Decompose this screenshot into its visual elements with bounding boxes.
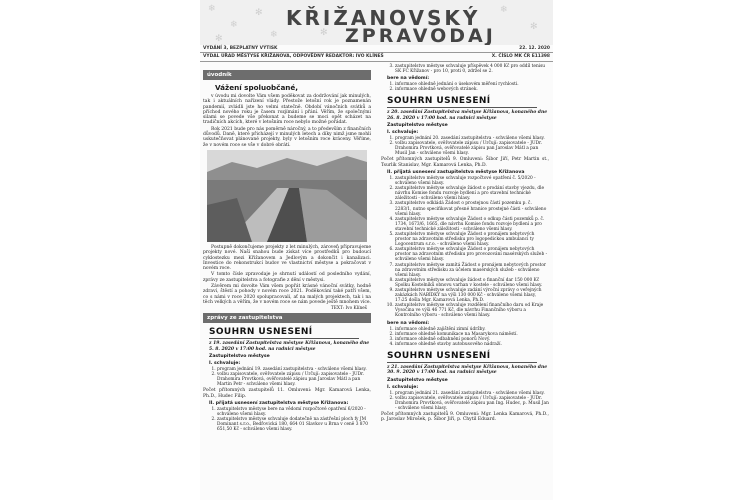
takes-note-label: bere na vědomí: [387, 76, 430, 82]
approves-label: I. schvaluje: [387, 384, 419, 390]
resolution-list-continued [395, 64, 549, 74]
list-item: 8. zastupitelstvo městyse schvaluje žádost o finanční dar 150 000 Kč Spolku Kostelníků obnovu varhan v kostele - schváleno všemi hlasy. [395, 278, 549, 288]
editorial-heading: Vážení spoluobčané, [215, 83, 299, 92]
right-column [381, 64, 549, 424]
takes-note-list [395, 327, 549, 347]
approves-label: I. schvaluje: [209, 360, 241, 366]
divider [200, 52, 553, 53]
meeting-subtitle: z 20. zasedání Zastupitelstva městyse Křižanova, konaného dne 26. 8. 2020 v 17:00 hod. na radnici městyse [387, 110, 548, 121]
editorial-paragraph: Rok 2021 bude pro nás poměrně náročný, a to především z finančních důvodů. Daně, které přicházejí v minulých letech a díky nimž jsme mohli uskutečňovat plánované projekty, byly v letošním roce kráceny. Věříme, že v novém roce se vše v dobré obrátí. [203, 126, 371, 148]
snowflake-icon: ✻ [320, 28, 328, 38]
snowflake-icon: ✻ [215, 34, 223, 44]
resolutions-label: II. přijatá usnesení zastupitelstva městyse Křižanova [387, 169, 525, 175]
list-item: 2. zastupitelstvo městyse schvaluje dodatečně na zástřešní ploch fy JM Dominant s.r.o., Bedřovická 180, 664 01 Slavkov u Brna v ceně 3 870 651,50 Kč - schváleno všemi hlasy. [217, 417, 371, 432]
snowflake-icon: ✻ [530, 22, 538, 32]
approves-label: I. schvaluje: [387, 129, 419, 135]
divider [200, 61, 553, 62]
list-item: 1. zastupitelstvo městyse bere na vědomí rozpočtové opatření 6/2020 - schváleno všemi hlasy. [217, 407, 371, 417]
attendance-note: Počet přítomných zastupitelů 9. Omluveni: Mgr. Lenka Kamarová, Ph.D., p. Jaroslav Mirošek, p. Šibor Jiří, p. Chytil Eduard. [381, 411, 549, 423]
council-label: Zastupitelstvo městyse [209, 353, 270, 359]
approval-list [395, 391, 549, 411]
council-label: Zastupitelstvo městyse [387, 122, 448, 128]
list-item: 7. zastupitelstvo městyse zamítá Žádost o pronájem nebytových prostor na zdravotním středisku za účelem masérských služeb - schváleno všemi hlasy. [395, 263, 549, 278]
list-item: 1. program jednání 19. zasedání zastupitelstva - schváleno všemi hlasy. [217, 367, 371, 372]
masthead [200, 0, 553, 45]
resolutions-label: II. přijatá usnesení zastupitelstva městyse Křižanova: [209, 400, 349, 406]
masthead-title-line1: KŘIŽANOVSKÝ [286, 6, 481, 30]
approval-list [395, 136, 549, 156]
newsletter-page [200, 0, 553, 500]
author-signature: TEXT: Ivo Klíneš [330, 306, 367, 312]
list-item: 1. informace ohledně zajištění zimní údržby. [395, 327, 549, 332]
editorial-paragraph: Závěrem mi dovolte Vám všem popřát krásné vánoční svátky, hodně zdraví, štěstí a pohody v novém roce 2021. Poděkování také patří všem, co s námi v roce 2020 spolupracovali, ať na malých projektech, tak i na těch velkých a věřím, že v novém roce se nám povede ještě mnohem více. [203, 284, 371, 305]
list-item: 3. zastupitelstvo městyse schvaluje příspěvek 4 000 Kč pro oddíl tenisu SK FC Křižanov - pro 10, proti 0, zdržel se 2. [395, 64, 549, 74]
heading-underline [387, 362, 537, 363]
list-item: 4. zastupitelstvo městyse schvaluje Žádost o odkup části pozemků p. č. 1734, 1673/6, 1665, dle návrhu Komise fondu rozvoje bydlení a pro stavební technické záležitosti - schváleno všemi hlasy. [395, 217, 549, 232]
takes-note-label: bere na vědomí: [387, 320, 430, 326]
meeting-subtitle: z 19. zasedání Zastupitelstva městyse Křižanova, konaného dne 5. 8. 2020 v 17:00 hod. na radnici městyse [209, 341, 370, 352]
list-item: 1. program jednání 21. zasedání zastupitelstva - schváleno všemi hlasy. [395, 391, 549, 396]
resolution-heading: SOUHRN USNESENÍ [387, 350, 491, 361]
heading-underline [209, 338, 359, 339]
snowflake-icon: ❄ [270, 30, 278, 40]
editorial-paragraph: Postupně dokončujeme projekty z let minulých, zároveň připravujeme projekty nové. Naší snahou bude získat více prostředků pro budoucí cyklostezku mezi Křižanovem a Jedlovým a dokončit i kanalizaci. Investice do rekonstrukcí budov ve vlastnictví městyse a pokračovat v novém roce. [203, 244, 371, 272]
list-item: 6. zastupitelstvo městyse schvaluje Žádost o pronájem nebytových prostor na zdravotním středisku pro provozování masérských služeb - schváleno všemi hlasy. [395, 247, 549, 262]
list-item: 2. informace ohledně webových stránek. [395, 87, 549, 92]
list-item: 10. zastupitelstvo městyse schvaluje rozdělení finančního daru od Kraje Vysočina ve výši 46 771 Kč, dle návrhu Finančního výboru a Kontrolního výboru - schváleno všemi hlasy. [395, 303, 549, 318]
list-item: 2. zastupitelstvo městyse schvaluje žádost o prodání stavby vjezdu, dle návrhu Komise fondu rozvoje bydlení a pro stavební technické záležitosti - schváleno všemi hlasy. [395, 186, 549, 201]
list-item: 3. zastupitelstvo odkládá Žádost o prostejnou částí pozemku p. č. 2283/1, nutno specifikovat přesné hranice prostejné části - schváleno všemi hlasy. [395, 201, 549, 216]
list-item: 3. informace ohledně odbahnění ponorů Nový. [395, 337, 549, 342]
list-item: 2. informace ohledně komunikace na Masarykova náměstí. [395, 332, 549, 337]
snowflake-icon: ❄ [208, 4, 216, 14]
attendance-note: Počet přítomných zastupitelů 11. Omluveni: Mgr. Kamarová Lenka, Ph.D., Hudec Filip. [203, 388, 371, 399]
heading-underline [387, 107, 537, 108]
issue-date: 22. 12. 2020 [519, 46, 550, 51]
list-item: 4. informace ohledně stavby autobusového nádraží. [395, 342, 549, 347]
approval-list [217, 367, 371, 387]
council-label: Zastupitelstvo městyse [387, 377, 448, 383]
list-item: 5. zastupitelstvo městyse schvaluje Žádost o pronájem nebytových prostor na zdravotním středisku pro logopedickou ambulanci ty Logocentrum s.r.o. - schváleno všemi hlasy. [395, 232, 549, 247]
issue-label: VYDÁNÍ 3, BEZPLATNÝ VÝTISK [203, 46, 278, 51]
editorial-paragraph: v úvodu mi dovolte Vám všem poděkovat za dodržování jak minulých, tak i aktuálních nařízení vlády. Přestože letošní rok je poznamenán pandemií, zvládli jste ho velmi statečně. Období vánočních svátků a příchod nového roku je časem rozjímání i přání. Věřím, že společnými silami se povede vše překonat a budeme se moci opět scházet na tradičních akcích, které v letošním roce nebylo možné pořádat. [203, 94, 371, 126]
masthead-title-line2: ZPRAVODAJ [345, 25, 496, 45]
list-item: 2. volbu zapisovatele, ověřovatele zápisu / Určují: zapisovatele - JUDr. Drahomíra Provtková, ověřovatelé zápisu pan Jaroslav Mátl a pan Martin Petr - schváleno všemi hlasy. [217, 372, 371, 387]
construction-photo [207, 150, 367, 242]
list-item: 2. volbu zapisovatele, ověřovatele zápisu / Určují: zapisovatele - JUDr. Drahomíra Provtková, ověřovatelé zápisu pan Jaroslav Mátl a pan Musil Jan - schváleno všemi hlasy. [395, 141, 549, 156]
meeting-subtitle: z 21. zasedání Zastupitelstva městyse Křižanova, konaného dne 30. 9. 2020 v 17:00 hod. na radnici městyse [387, 364, 548, 376]
resolution-list [217, 407, 371, 432]
editorial-paragraph: V tomto čísle zpravodaje je shrnutí událostí od posledního vydání, zprávy ze zastupitelstva a fotografie z dění v městysi. [203, 272, 371, 283]
resolution-heading: SOUHRN USNESENÍ [209, 327, 313, 338]
publisher-text: VYDAL ÚŘAD MĚSTYSE KŘIŽANOVA, ODPOVĚDNÝ REDAKTOR: IVO KLÍNEŠ [203, 54, 384, 59]
takes-note-list [395, 82, 549, 92]
photo-scene [207, 150, 367, 242]
registration-number: X. ČÍSLO MK ČR E11398 [491, 54, 550, 59]
list-item: 1. program jednání 20. zasedání zastupitelstva - schváleno všemi hlasy. [395, 136, 549, 141]
attendance-note: Počet přítomných zastupitelů 9. Omluveni: Šibor Jiří, Petr Martin st., Tsurlik Stanislav, Mgr. Kamarová Lenka, Ph.D. [381, 157, 549, 168]
list-item: 1. zastupitelstvo městyse schvaluje rozpočtové opatření č. 5/2020 - schváleno všemi hlasy. [395, 176, 549, 186]
snowflake-icon: ❄ [500, 5, 508, 15]
resolution-heading: SOUHRN USNESENÍ [387, 96, 491, 107]
section-header-editorial: úvodník [203, 70, 371, 80]
resolution-list [395, 176, 549, 319]
section-header-council: zprávy ze zastupitelstva [203, 313, 371, 323]
snowflake-icon: ✻ [255, 8, 263, 18]
left-column [203, 70, 371, 433]
list-item: 9. zastupitelstvo městyse schvaluje zadání výroční zprávy o veřejných zakázkách NABÍDKY na výši 130 000 Kč - schváleno všemi hlasy, 17:25 došla Mgr. Kamarová Lenka, Ph.D. [395, 288, 549, 303]
list-item: 2. volbu zapisovatele, ověřovatele zápisu / Určují: zapisovatele - JUDr. Drahomíra Provtková, ověřovatelé zápisu pan Ing. Hudec, p. Musil Jan - schváleno všemi hlasy. [395, 396, 549, 411]
list-item: 1. informace ohledně jednání o úsekovém měření rychlosti. [395, 82, 549, 87]
snowflake-icon: ❄ [230, 20, 238, 30]
